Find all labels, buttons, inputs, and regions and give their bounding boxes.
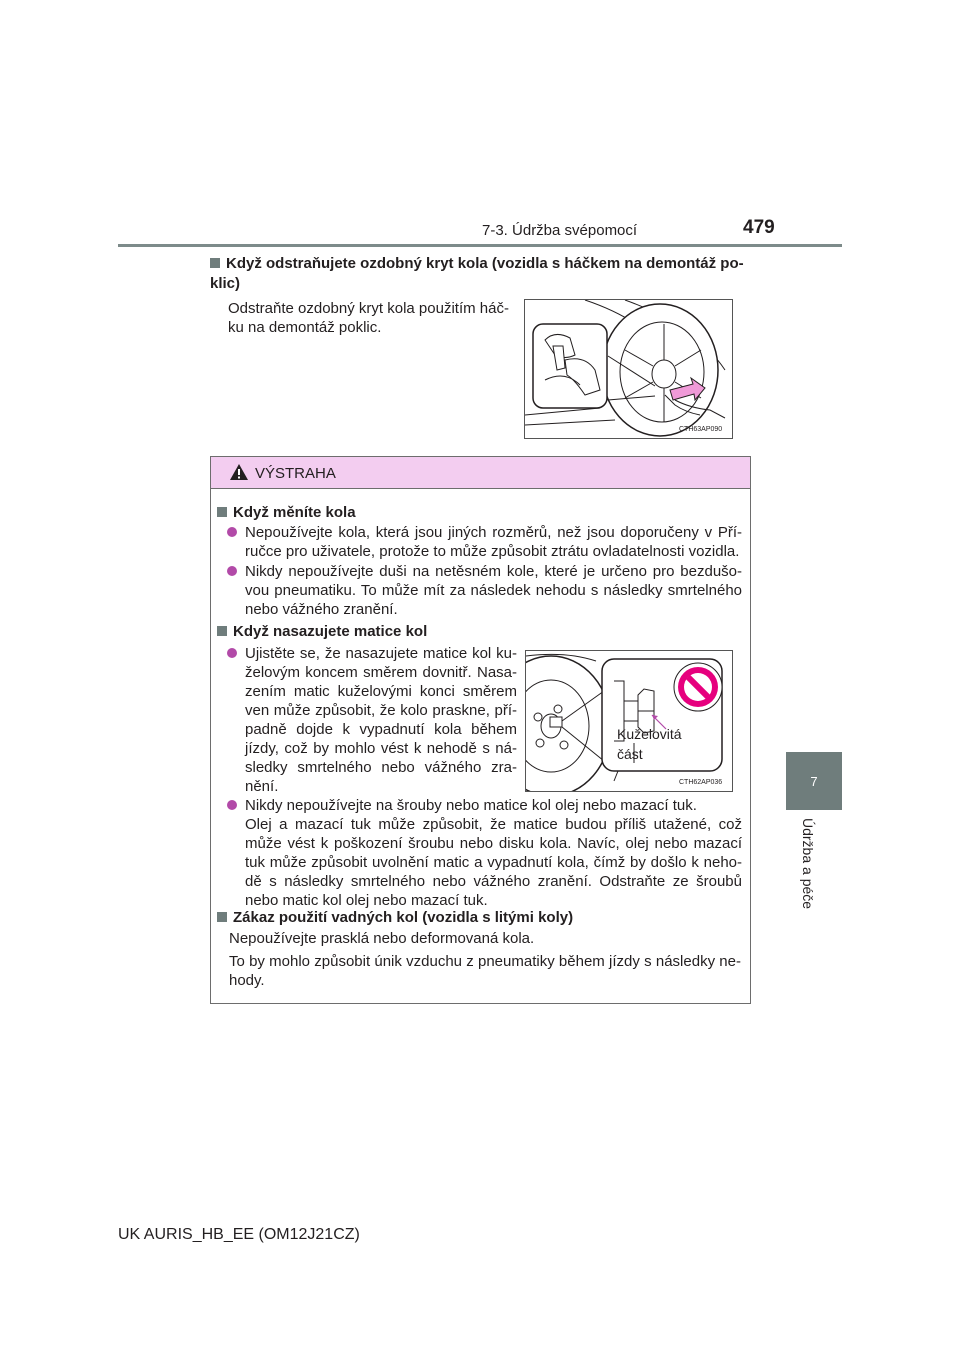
wheel-nut-illustration [525,650,733,792]
hubcap-removal-illustration [524,299,733,439]
figure-label-conical: Kuželovitá [617,726,682,742]
warning-header [211,457,750,489]
chapter-tab-label-area [786,818,842,938]
footer-model-code: UK AURIS_HB_EE (OM12J21CZ) [118,1226,360,1243]
bullet-text-line1: Nikdy nepoužívejte na šrouby nebo matice kol olej nebo mazací tuk. [245,797,697,814]
hubcap-instruction: Odstraňte ozdobný kryt kola použitím háč-ku na demontáž poklic. [228,300,509,336]
square-bullet-icon [217,507,227,517]
page-number: 479 [743,217,775,238]
bullet-text: Nikdy nepoužívejte duši na netěsném kole, které je určeno pro bezdušo-vou pneumatiku. To může mít za následek nehodu s následky smrtelného nebo vážného zranění. [245,563,742,618]
subheading-text: Zákaz použití vadných kol (vozidla s litými koly) [233,909,574,926]
defective-wheels-text-1: Nepoužívejte prasklá nebo deformovaná kola. [229,930,535,947]
subheading-text: Když měníte kola [233,504,356,521]
wheel-nut-drawing [526,651,732,791]
warning-subheading-wheel-nuts [217,622,737,641]
bullet-text: Ujistěte se, že nasazujete matice kol ku-želovým koncem směrem dovnitř. Nasa-zením matic kuželovými konci směrem ven může způsobit, že kolo praskne, pří-padně dojde k vypadnutí kola během jízdy, což by mohlo vést k nehodě s ná-sledky smrtelného nebo vážného zra-nění. [245,645,517,795]
round-bullet-icon [227,648,237,658]
bullet-item [227,796,742,909]
subheading-text: Když nasazujete matice kol [233,623,428,640]
round-bullet-icon [227,566,237,576]
bullet-item [227,523,742,563]
square-bullet-icon [217,912,227,922]
bullet-text-continued: Olej a mazací tuk může způsobit, že matice budou příliš utažené, což může vést k poškození šroubu nebo disku kola. Navíc, olej nebo mazací tuk může způsobit uvolnění matic a vypadnutí kola, čímž by došlo k neho-dě s následky smrtelného nebo vážného zranění. Odstraňte ze šroubů nebo matic kol olej nebo mazací tuk. [245,816,742,909]
bullet-text: Nepoužívejte kola, která jsou jiných rozměrů, než jsou doporučeny v Pří-ručce pro uživatele, protože to může způsobit ztrátu ovladatelnosti vozidla. [245,524,742,560]
header-section-title: 7-3. Údržba svépomocí [482,222,638,239]
warning-subheading-defective-wheels [217,908,737,927]
figure-code-1: CTH63AP090 [679,426,723,433]
hubcap-wheel-drawing [525,300,732,438]
square-bullet-icon [217,626,227,636]
section-heading-text: Když odstraňujete ozdobný kryt kola (vozidla s háčkem na demontáž po-klic) [210,255,744,292]
defective-wheels-text-2: To by mohlo způsobit únik vzduchu z pneumatiky během jízdy s následky ne-hody. [229,953,741,989]
header-rule [118,244,842,247]
figure-code-2: CTH62AP036 [679,779,723,786]
round-bullet-icon [227,800,237,810]
round-bullet-icon [227,527,237,537]
figure-label-part: část [617,746,643,762]
square-bullet-icon [210,258,220,268]
warning-subheading-changing-wheels [217,503,737,522]
bullet-item [227,562,742,622]
warning-title: VÝSTRAHA [255,465,336,482]
chapter-tab [786,752,842,810]
section-heading-hubcap [210,254,750,294]
chapter-label: Údržba a péče [800,818,816,910]
chapter-number: 7 [810,773,818,789]
bullet-item [227,644,519,794]
warning-triangle-icon [229,463,249,481]
